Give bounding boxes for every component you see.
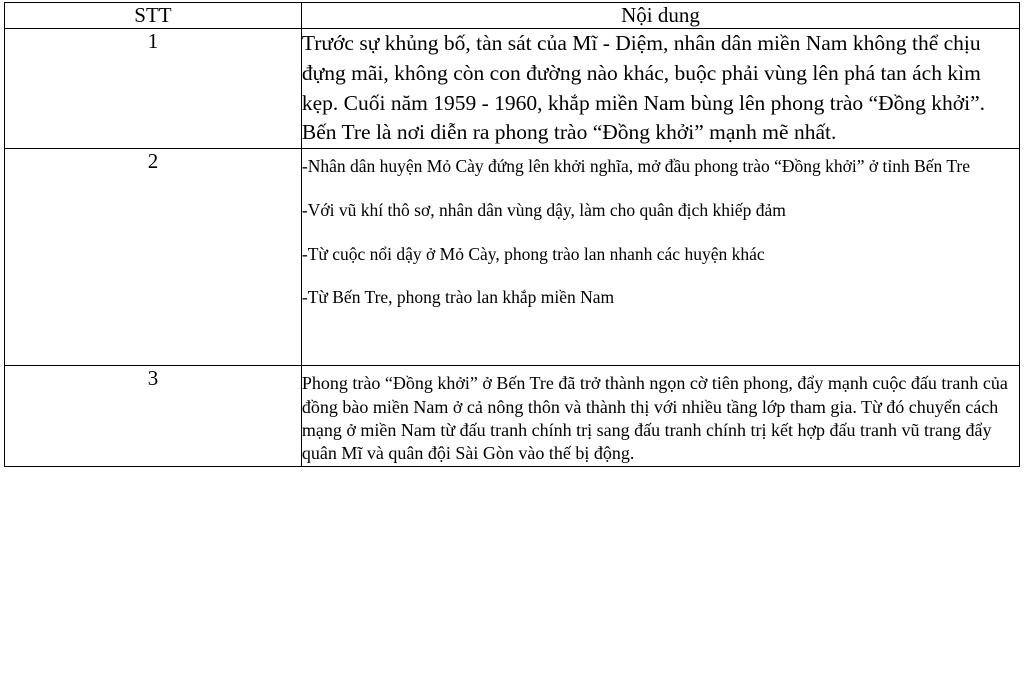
row-content-3 — [301, 366, 1019, 467]
table-row — [5, 29, 1020, 149]
paragraph: -Từ Bến Tre, phong trào lan khắp miền Nam — [301, 287, 615, 308]
paragraph: -Từ cuộc nổi dậy ở Mỏ Cày, phong trào lan nhanh các huyện khác — [301, 243, 765, 264]
document-page — [0, 2, 1024, 693]
table-row — [5, 366, 1020, 467]
row-content-1 — [301, 29, 1019, 149]
row-number-3: 3 — [5, 366, 302, 467]
paragraph: -Với vũ khí thô sơ, nhân dân vùng dậy, làm cho quân địch khiếp đảm — [301, 199, 786, 220]
row-number-2: 2 — [5, 148, 302, 366]
row-number-1: 1 — [5, 29, 302, 149]
content-table — [4, 2, 1020, 467]
table-row — [5, 148, 1020, 366]
paragraph: Phong trào “Đồng khởi” ở Bến Tre đã trở thành ngọn cờ tiên phong, đẩy mạnh cuộc đấu tranh của đồng bào miền Nam ở cả nông thôn và thành thị với nhiều tầng lớp tham gia. Từ đó chuyển cách mạng ở miền Nam từ đấu tranh chính trị sang đấu tranh chính trị kết hợp đấu tranh vũ trang đẩy quân Mĩ và quân đội Sài Gòn vào thế bị động. — [301, 373, 1008, 464]
paragraph: Trước sự khủng bố, tàn sát của Mĩ - Diệm, nhân dân miền Nam không thể chịu đựng mãi, không còn con đường nào khác, buộc phải vùng lên phá tan ách kìm kẹp. Cuối năm 1959 - 1960, khắp miền Nam bùng lên phong trào “Đồng khởi”. Bến Tre là nơi diễn ra phong trào “Đồng khởi” mạnh mẽ nhất. — [301, 31, 986, 145]
paragraph: -Nhân dân huyện Mỏ Cày đứng lên khởi nghĩa, mở đầu phong trào “Đồng khởi” ở tỉnh Bến Tre — [301, 155, 971, 176]
table-header-row — [5, 3, 1020, 29]
cell-spacer — [302, 331, 1019, 355]
row-content-2 — [301, 148, 1019, 366]
column-header-stt: STT — [5, 3, 302, 29]
column-header-noi-dung: Nội dung — [301, 3, 1019, 29]
